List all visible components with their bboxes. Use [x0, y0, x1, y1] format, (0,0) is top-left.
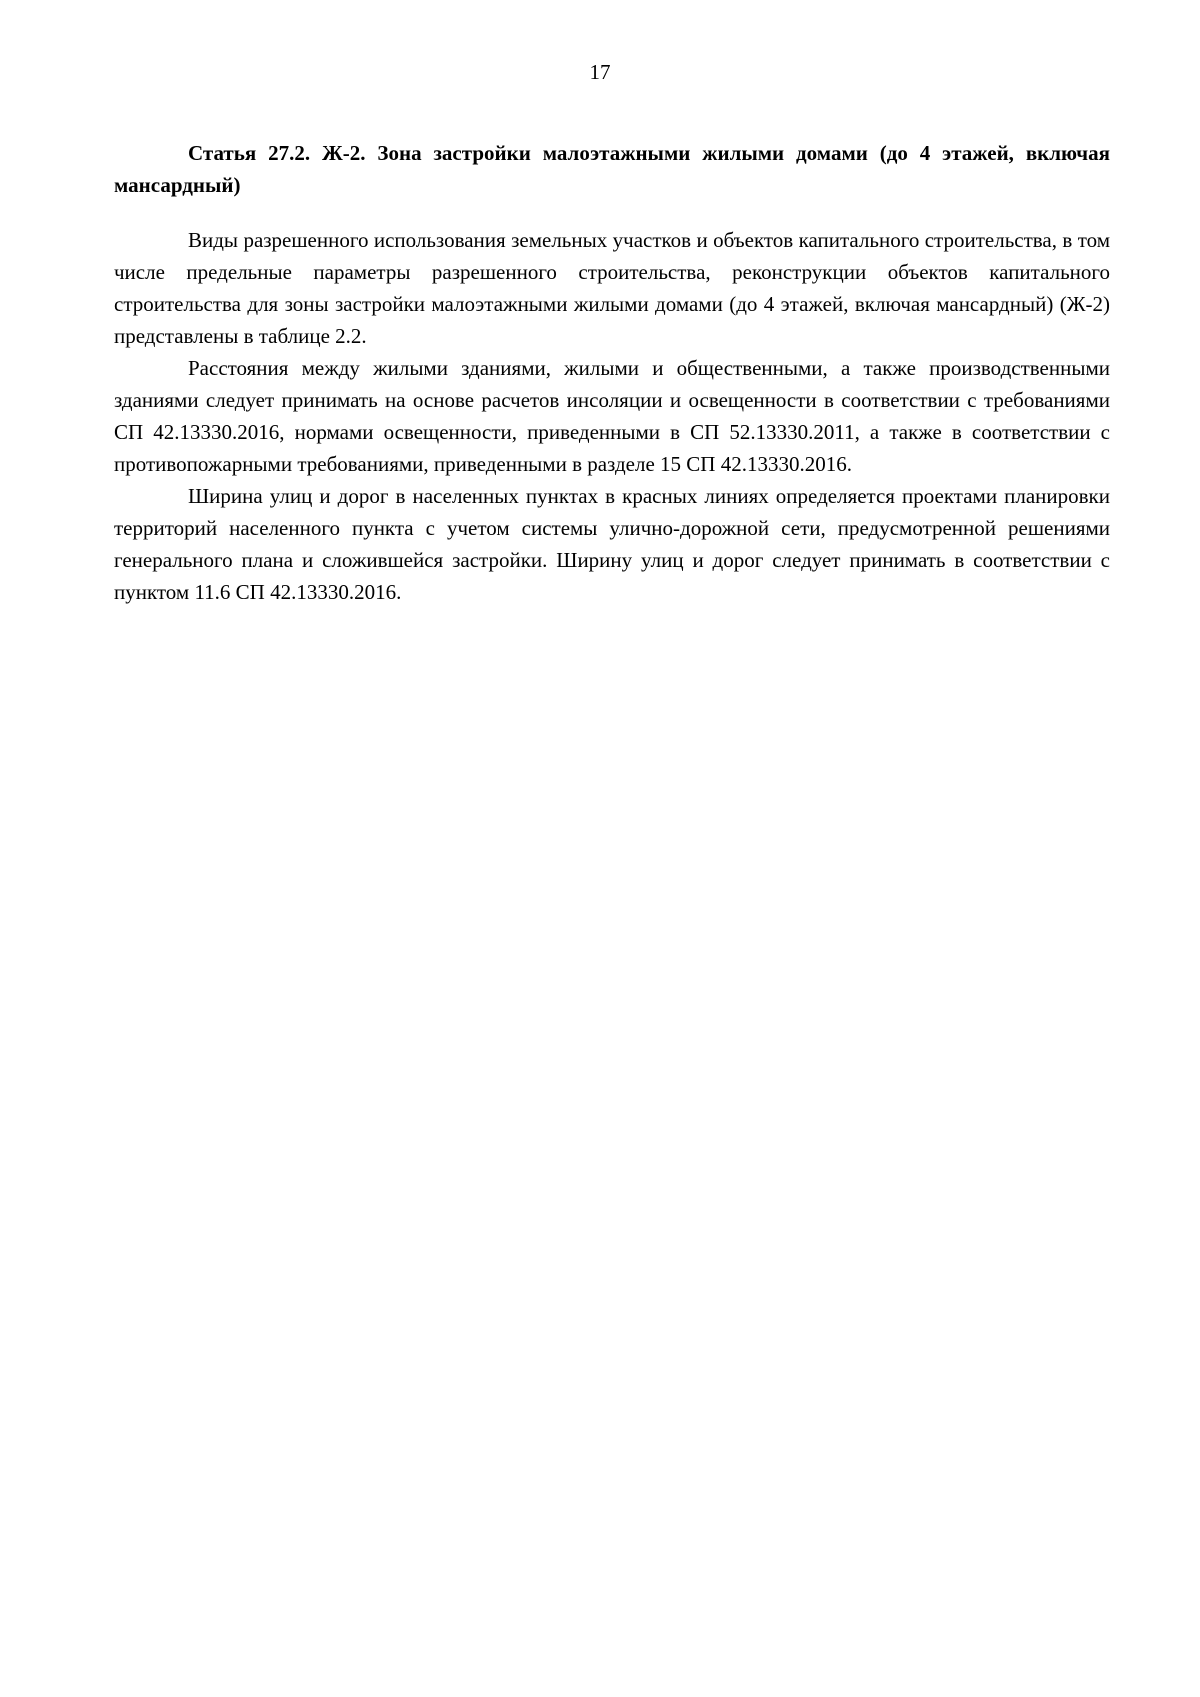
- paragraph-street-width: Ширина улиц и дорог в населенных пунктах в красных линиях определяется проектами планировки территорий населенного пункта с учетом системы улично-дорожной сети, предусмотренной решениями генерального плана и сложившейся застройки. Ширину улиц и дорог следует принимать в соответствии с пунктом 11.6 СП 42.13330.2016.: [114, 484, 1110, 604]
- paragraph-building-distances: Расстояния между жилыми зданиями, жилыми и общественными, а также производственными зданиями следует принимать на основе расчетов инсоляции и освещенности в соответствии с требованиями СП 42.13330.2016, нормами освещенности, приведенными в СП 52.13330.2011, а также в соответствии с противопожарными требованиями, приведенными в разделе 15 СП 42.13330.2016.: [114, 356, 1110, 476]
- paragraph-permitted-uses: Виды разрешенного использования земельных участков и объектов капитального строительства, в том числе предельные параметры разрешенного строительства, реконструкции объектов капитального строительства для зоны застройки малоэтажными жилыми домами (до 4 этажей, включая мансардный) (Ж-2) представлены в таблице 2.2.: [114, 228, 1110, 348]
- page-number: 17: [589, 60, 611, 84]
- article-body: [114, 137, 1110, 608]
- article-heading: Статья 27.2. Ж-2. Зона застройки малоэтажными жилыми домами (до 4 этажей, включая мансардный): [114, 141, 1110, 197]
